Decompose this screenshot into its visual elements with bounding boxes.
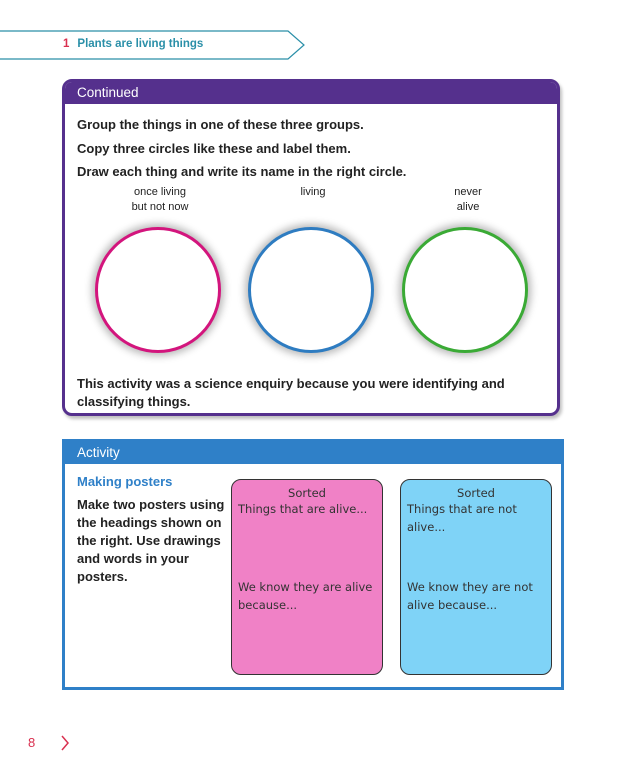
poster-heading: Things that are not alive... [407, 502, 517, 534]
circle-never-alive [402, 227, 528, 353]
circle-label-living [253, 185, 373, 200]
instruction-copy: Copy three circles like these and label them. [77, 141, 351, 156]
conclusion-text: This activity was a science enquiry because you were identifying and classifying things. [77, 376, 505, 409]
activity-subtitle: Making posters [77, 474, 173, 489]
circle-label-once-living [100, 185, 220, 215]
poster-reason: We know they are alive because... [238, 580, 373, 612]
chevron-right-icon[interactable] [60, 735, 70, 751]
activity-panel [62, 439, 564, 690]
circle-label-line: once living [134, 186, 186, 198]
circle-label-line: never [454, 186, 482, 198]
poster-reason: We know they are not alive because... [407, 580, 533, 612]
chapter-title-text: Plants are living things [77, 38, 204, 50]
chapter-title [63, 38, 203, 50]
instruction-draw: Draw each thing and write its name in the right circle. [77, 164, 407, 179]
circle-living [248, 227, 374, 353]
circle-label-line: but not now [131, 201, 189, 213]
poster-not-alive [400, 479, 552, 675]
activity-instructions: Make two posters using the headings shown on the right. Use drawings and words in your posters. [77, 497, 225, 584]
continued-header: Continued [65, 82, 557, 104]
page-number: 8 [28, 735, 36, 750]
chapter-number: 1 [63, 38, 70, 50]
poster-alive [231, 479, 383, 675]
circle-label-never-alive [408, 185, 528, 215]
poster-title: Sorted [288, 486, 326, 500]
circle-label-line: alive [456, 201, 480, 213]
circle-once-living [95, 227, 221, 353]
activity-header: Activity [65, 442, 561, 464]
poster-heading: Things that are alive... [238, 502, 368, 516]
continued-panel [62, 79, 560, 416]
poster-title: Sorted [457, 486, 495, 500]
circle-label-line: living [300, 186, 326, 198]
instruction-group: Group the things in one of these three groups. [77, 117, 364, 132]
